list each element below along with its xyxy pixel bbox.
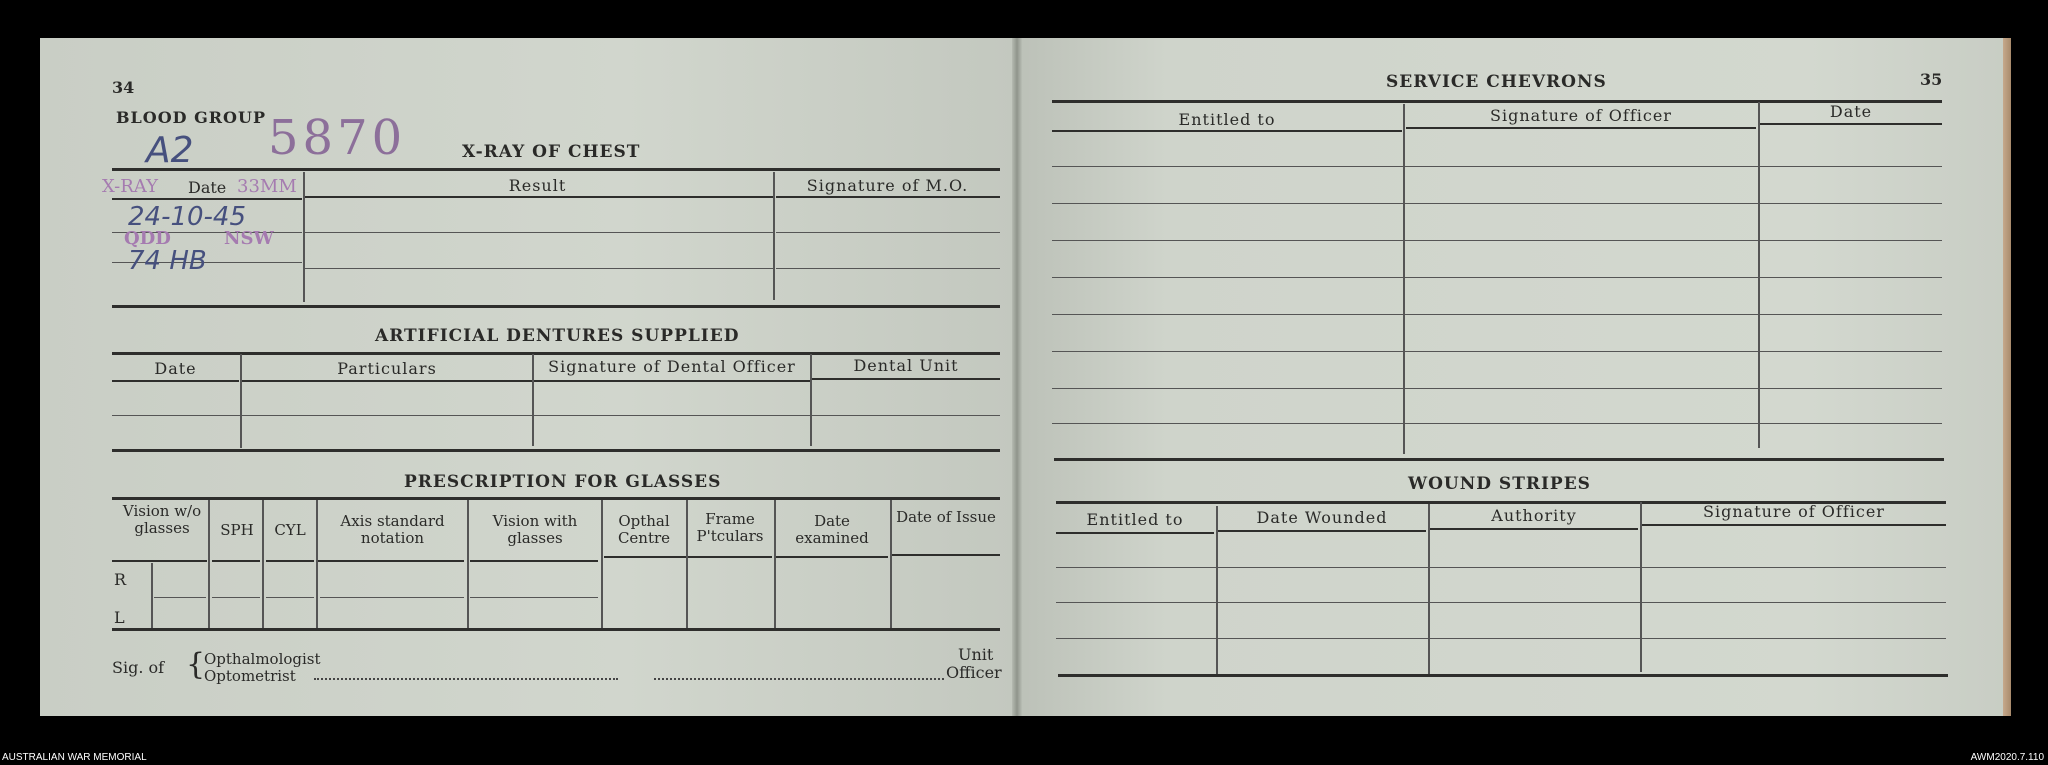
- glasses-header-rule: [892, 554, 1000, 556]
- stripes-header-rule: [1642, 524, 1946, 526]
- glasses-col-sph: SPH: [220, 521, 254, 539]
- stripes-header-rule: [1218, 530, 1426, 532]
- glasses-col-axis: Axis standard notation: [340, 512, 445, 547]
- xray-result-rule: [305, 196, 773, 198]
- page-edge: [2003, 38, 2011, 716]
- chevrons-line: [1052, 351, 1942, 352]
- glasses-bottom-rule: [112, 628, 1000, 631]
- chevrons-bottom-rule: [1054, 458, 1944, 461]
- chevrons-line: [1052, 314, 1942, 315]
- unit-dotted-line: [654, 678, 944, 680]
- sig-of-label: Sig. of: [112, 658, 165, 677]
- unit-label: Unit: [958, 645, 994, 664]
- dentures-bottom-rule: [112, 449, 1000, 452]
- glasses-header-rule: [470, 560, 598, 562]
- stripes-header-rule: [1430, 528, 1638, 530]
- chevrons-line: [1052, 423, 1942, 424]
- stripes-divider: [1428, 504, 1430, 674]
- xray-handwritten-ref: 74 HB: [128, 246, 207, 276]
- glasses-top-rule: [112, 497, 1000, 500]
- xray-line: [305, 232, 773, 233]
- footer-source: AUSTRALIAN WAR MEMORIAL: [2, 752, 147, 763]
- glasses-header-rule: [212, 560, 260, 562]
- stripes-divider: [1216, 506, 1218, 676]
- stripes-col-entitled: Entitled to: [1086, 510, 1184, 529]
- chevrons-header-rule: [1406, 127, 1756, 129]
- sig-opthalmologist: Opthalmologist: [204, 650, 321, 668]
- glasses-divider: [316, 500, 318, 630]
- glasses-header-rule: [266, 560, 314, 562]
- blood-group-handwritten: A2: [146, 130, 194, 171]
- glasses-col-opthal-centre: Opthal Centre: [617, 512, 671, 547]
- glasses-divider: [686, 500, 688, 630]
- xray-bottom-rule: [112, 305, 1000, 308]
- xray-divider-1: [303, 172, 305, 302]
- chevrons-line: [1052, 277, 1942, 278]
- glasses-line: [154, 597, 206, 598]
- glasses-divider: [890, 500, 892, 628]
- glasses-col-cyl: CYL: [274, 521, 306, 539]
- page-number-right: 35: [1920, 70, 1943, 89]
- chevrons-divider: [1758, 102, 1760, 448]
- xray-handwritten-date: 24-10-45: [128, 202, 247, 232]
- chevrons-title: SERVICE CHEVRONS: [1386, 72, 1607, 92]
- dentures-divider: [532, 354, 534, 446]
- stripes-line: [1056, 638, 1946, 639]
- stripes-col-signature: Signature of Officer: [1703, 502, 1885, 521]
- chevrons-line: [1052, 166, 1942, 167]
- dentures-col-particulars: Particulars: [337, 359, 437, 378]
- sig-dotted-line: [314, 678, 618, 680]
- dentures-header-rule: [242, 380, 532, 382]
- glasses-col-vision-with: Vision with glasses: [492, 512, 578, 547]
- xray-line: [776, 232, 1000, 233]
- book-spine: [1012, 38, 1022, 716]
- glasses-header-rule: [318, 560, 464, 562]
- stripes-header-rule: [1056, 532, 1214, 534]
- glasses-line: [266, 597, 314, 598]
- xray-sign-rule: [776, 196, 1000, 198]
- xray-col-signature: Signature of M.O.: [806, 176, 969, 195]
- glasses-col-frame: Frame P'tculars: [696, 510, 764, 545]
- xray-col-result: Result: [508, 176, 567, 195]
- glasses-line: [470, 597, 598, 598]
- stripes-line: [1056, 602, 1946, 603]
- stripes-bottom-rule: [1058, 674, 1948, 677]
- xray-stamp-place: QDD: [124, 228, 171, 249]
- stripes-col-date-wounded: Date Wounded: [1256, 508, 1388, 527]
- chevrons-line: [1052, 203, 1942, 204]
- glasses-header-rule: [604, 556, 686, 558]
- xray-date-label: Date: [188, 178, 227, 197]
- xray-line: [776, 268, 1000, 269]
- sig-brace: {: [186, 647, 206, 682]
- glasses-line: [212, 597, 260, 598]
- right-page: [1018, 38, 2008, 716]
- page-number-left: 34: [112, 78, 135, 97]
- glasses-divider: [774, 500, 776, 630]
- officer-label: Officer: [946, 663, 1002, 682]
- chevrons-header-rule: [1760, 123, 1942, 125]
- stripes-title: WOUND STRIPES: [1408, 474, 1591, 494]
- footer-accession: AWM2020.7.110: [1970, 752, 2044, 763]
- dentures-divider: [240, 354, 242, 448]
- glasses-divider: [208, 500, 210, 630]
- stripes-line: [1056, 567, 1946, 568]
- glasses-header-rule: [688, 556, 772, 558]
- stripes-divider: [1640, 502, 1642, 672]
- dentures-line: [112, 415, 1000, 416]
- chevrons-line: [1052, 388, 1942, 389]
- dentures-header-rule: [812, 378, 1000, 380]
- blood-group-label: BLOOD GROUP: [116, 108, 266, 127]
- chevrons-col-signature: Signature of Officer: [1490, 106, 1672, 125]
- xray-top-rule: [112, 168, 1000, 171]
- glasses-col-date-issue: Date of Issue: [896, 508, 996, 526]
- stripes-col-authority: Authority: [1491, 506, 1577, 525]
- glasses-col-date-examined: Date examined: [795, 512, 869, 547]
- xray-stamp-state: NSW: [224, 228, 274, 249]
- dentures-col-unit: Dental Unit: [853, 356, 959, 375]
- glasses-line: [320, 597, 464, 598]
- glasses-col-vision-wo: Vision w/o glasses: [122, 502, 202, 537]
- xray-line: [305, 268, 773, 269]
- dentures-col-date: Date: [154, 359, 197, 378]
- xray-stamp: X-RAY: [102, 176, 158, 197]
- xray-title: X-RAY OF CHEST: [462, 142, 641, 162]
- dentures-divider: [810, 354, 812, 446]
- glasses-divider: [467, 500, 469, 630]
- dentures-col-signature: Signature of Dental Officer: [548, 357, 796, 376]
- chevrons-line: [1052, 240, 1942, 241]
- chevrons-header-rule: [1052, 130, 1402, 132]
- dentures-top-rule: [112, 352, 1000, 355]
- glasses-row-r: R: [114, 570, 127, 589]
- chevrons-col-entitled: Entitled to: [1178, 110, 1276, 129]
- blood-group-stamp-number: 5870: [268, 110, 407, 166]
- glasses-header-rule: [776, 556, 888, 558]
- glasses-title: PRESCRIPTION FOR GLASSES: [404, 472, 722, 492]
- glasses-row-l: L: [114, 608, 125, 627]
- xray-stamp-code: 33MM: [237, 176, 297, 197]
- chevrons-col-date: Date: [1829, 102, 1873, 121]
- sig-optometrist: Optometrist: [204, 667, 296, 685]
- dentures-title: ARTIFICIAL DENTURES SUPPLIED: [375, 326, 740, 346]
- chevrons-divider: [1403, 104, 1405, 454]
- glasses-divider: [601, 500, 603, 630]
- glasses-divider: [262, 500, 264, 630]
- glasses-header-rule: [112, 560, 207, 562]
- dentures-header-rule: [534, 380, 810, 382]
- glasses-row-label-divider: [151, 563, 153, 629]
- dentures-header-rule: [112, 380, 239, 382]
- xray-divider-2: [773, 172, 775, 300]
- xray-date-rule: [112, 198, 302, 200]
